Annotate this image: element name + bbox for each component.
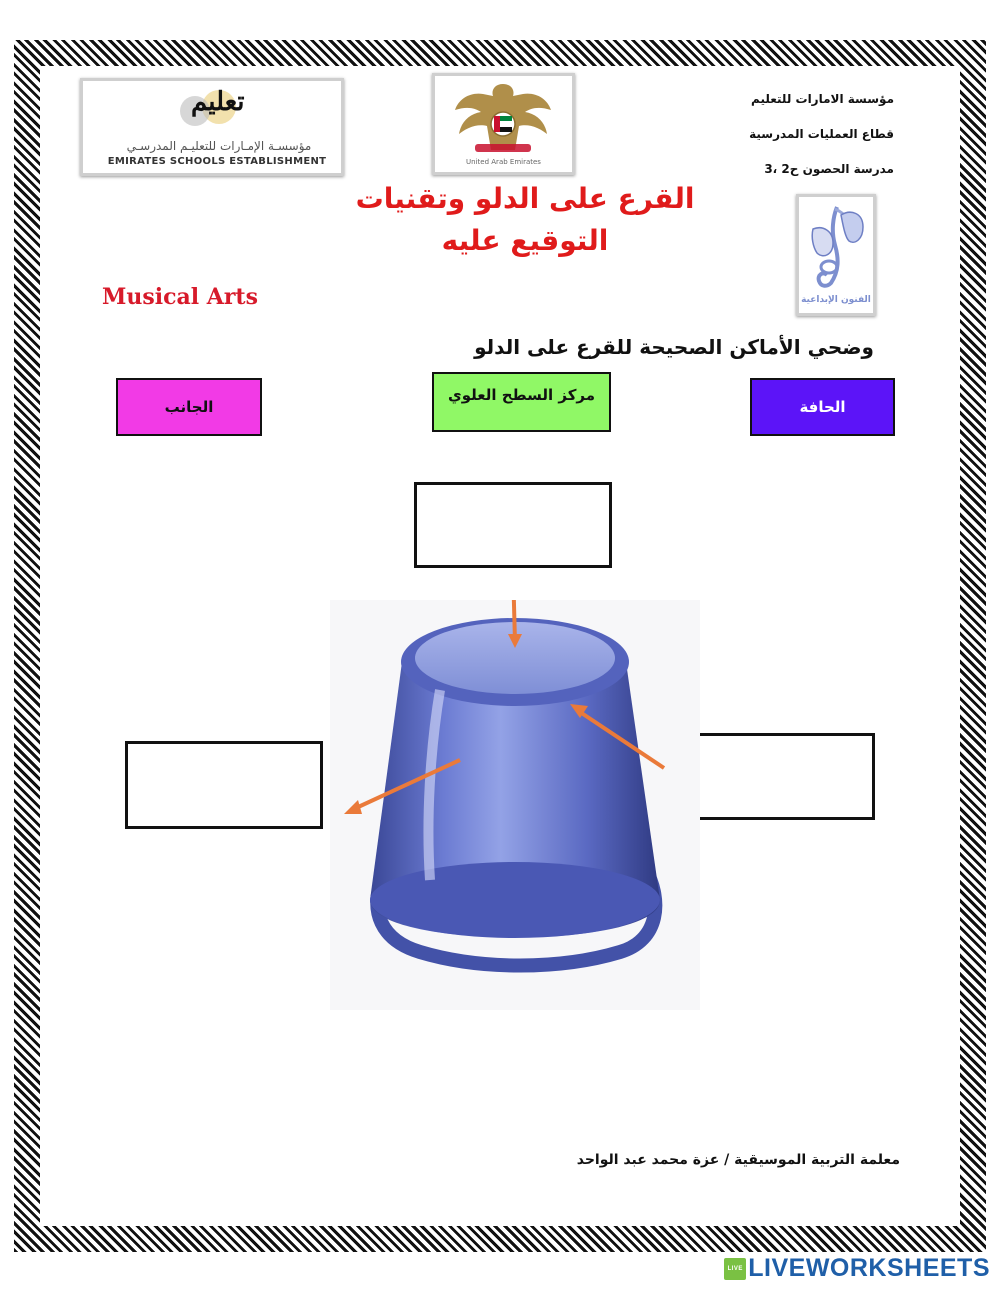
school-name: مدرسة الحصون ح2 ،3 xyxy=(764,162,894,176)
title-line-2: التوقيع عليه xyxy=(441,224,609,257)
liveworksheets-badge: LIVE xyxy=(724,1258,746,1280)
uae-caption: United Arab Emirates xyxy=(466,158,541,166)
worksheet-title xyxy=(330,178,720,262)
liveworksheets-text: LIVEWORKSHEETS xyxy=(748,1254,990,1282)
label-side[interactable]: الجانب xyxy=(116,378,262,436)
taleem-wordmark: تعليم xyxy=(191,87,245,117)
sector-name: قطاع العمليات المدرسية xyxy=(749,127,894,141)
drop-box-rim[interactable] xyxy=(677,733,875,820)
liveworksheets-watermark[interactable] xyxy=(724,1254,990,1283)
subject-label: Musical Arts xyxy=(102,284,258,310)
uae-emblem-logo xyxy=(432,73,575,175)
drop-box-side[interactable] xyxy=(125,741,323,829)
org-name: مؤسسة الامارات للتعليم xyxy=(751,92,894,106)
instruction-text: وضحي الأماكن الصحيحة للقرع على الدلو xyxy=(474,335,874,359)
creative-arts-caption: الفنون الإبداعية xyxy=(801,295,871,305)
title-line-1: القرع على الدلو وتقنيات xyxy=(355,182,695,215)
label-top-center[interactable]: مركز السطح العلوي xyxy=(432,372,611,432)
teacher-credit: معلمة التربية الموسيقية / عزة محمد عبد الواحد xyxy=(576,1152,900,1168)
establishment-arabic: مؤسسـة الإمـارات للتعليـم المدرسـي xyxy=(126,139,312,153)
label-rim[interactable]: الحافة xyxy=(750,378,895,436)
creative-arts-logo xyxy=(796,194,876,316)
uae-falcon-emblem-icon xyxy=(453,80,553,156)
emirates-schools-logo xyxy=(80,78,344,176)
establishment-english: EMIRATES SCHOOLS ESTABLISHMENT xyxy=(107,156,327,167)
music-masks-icon xyxy=(805,201,867,293)
bucket-illustration xyxy=(330,600,700,1010)
drop-box-top-center[interactable] xyxy=(414,482,612,568)
